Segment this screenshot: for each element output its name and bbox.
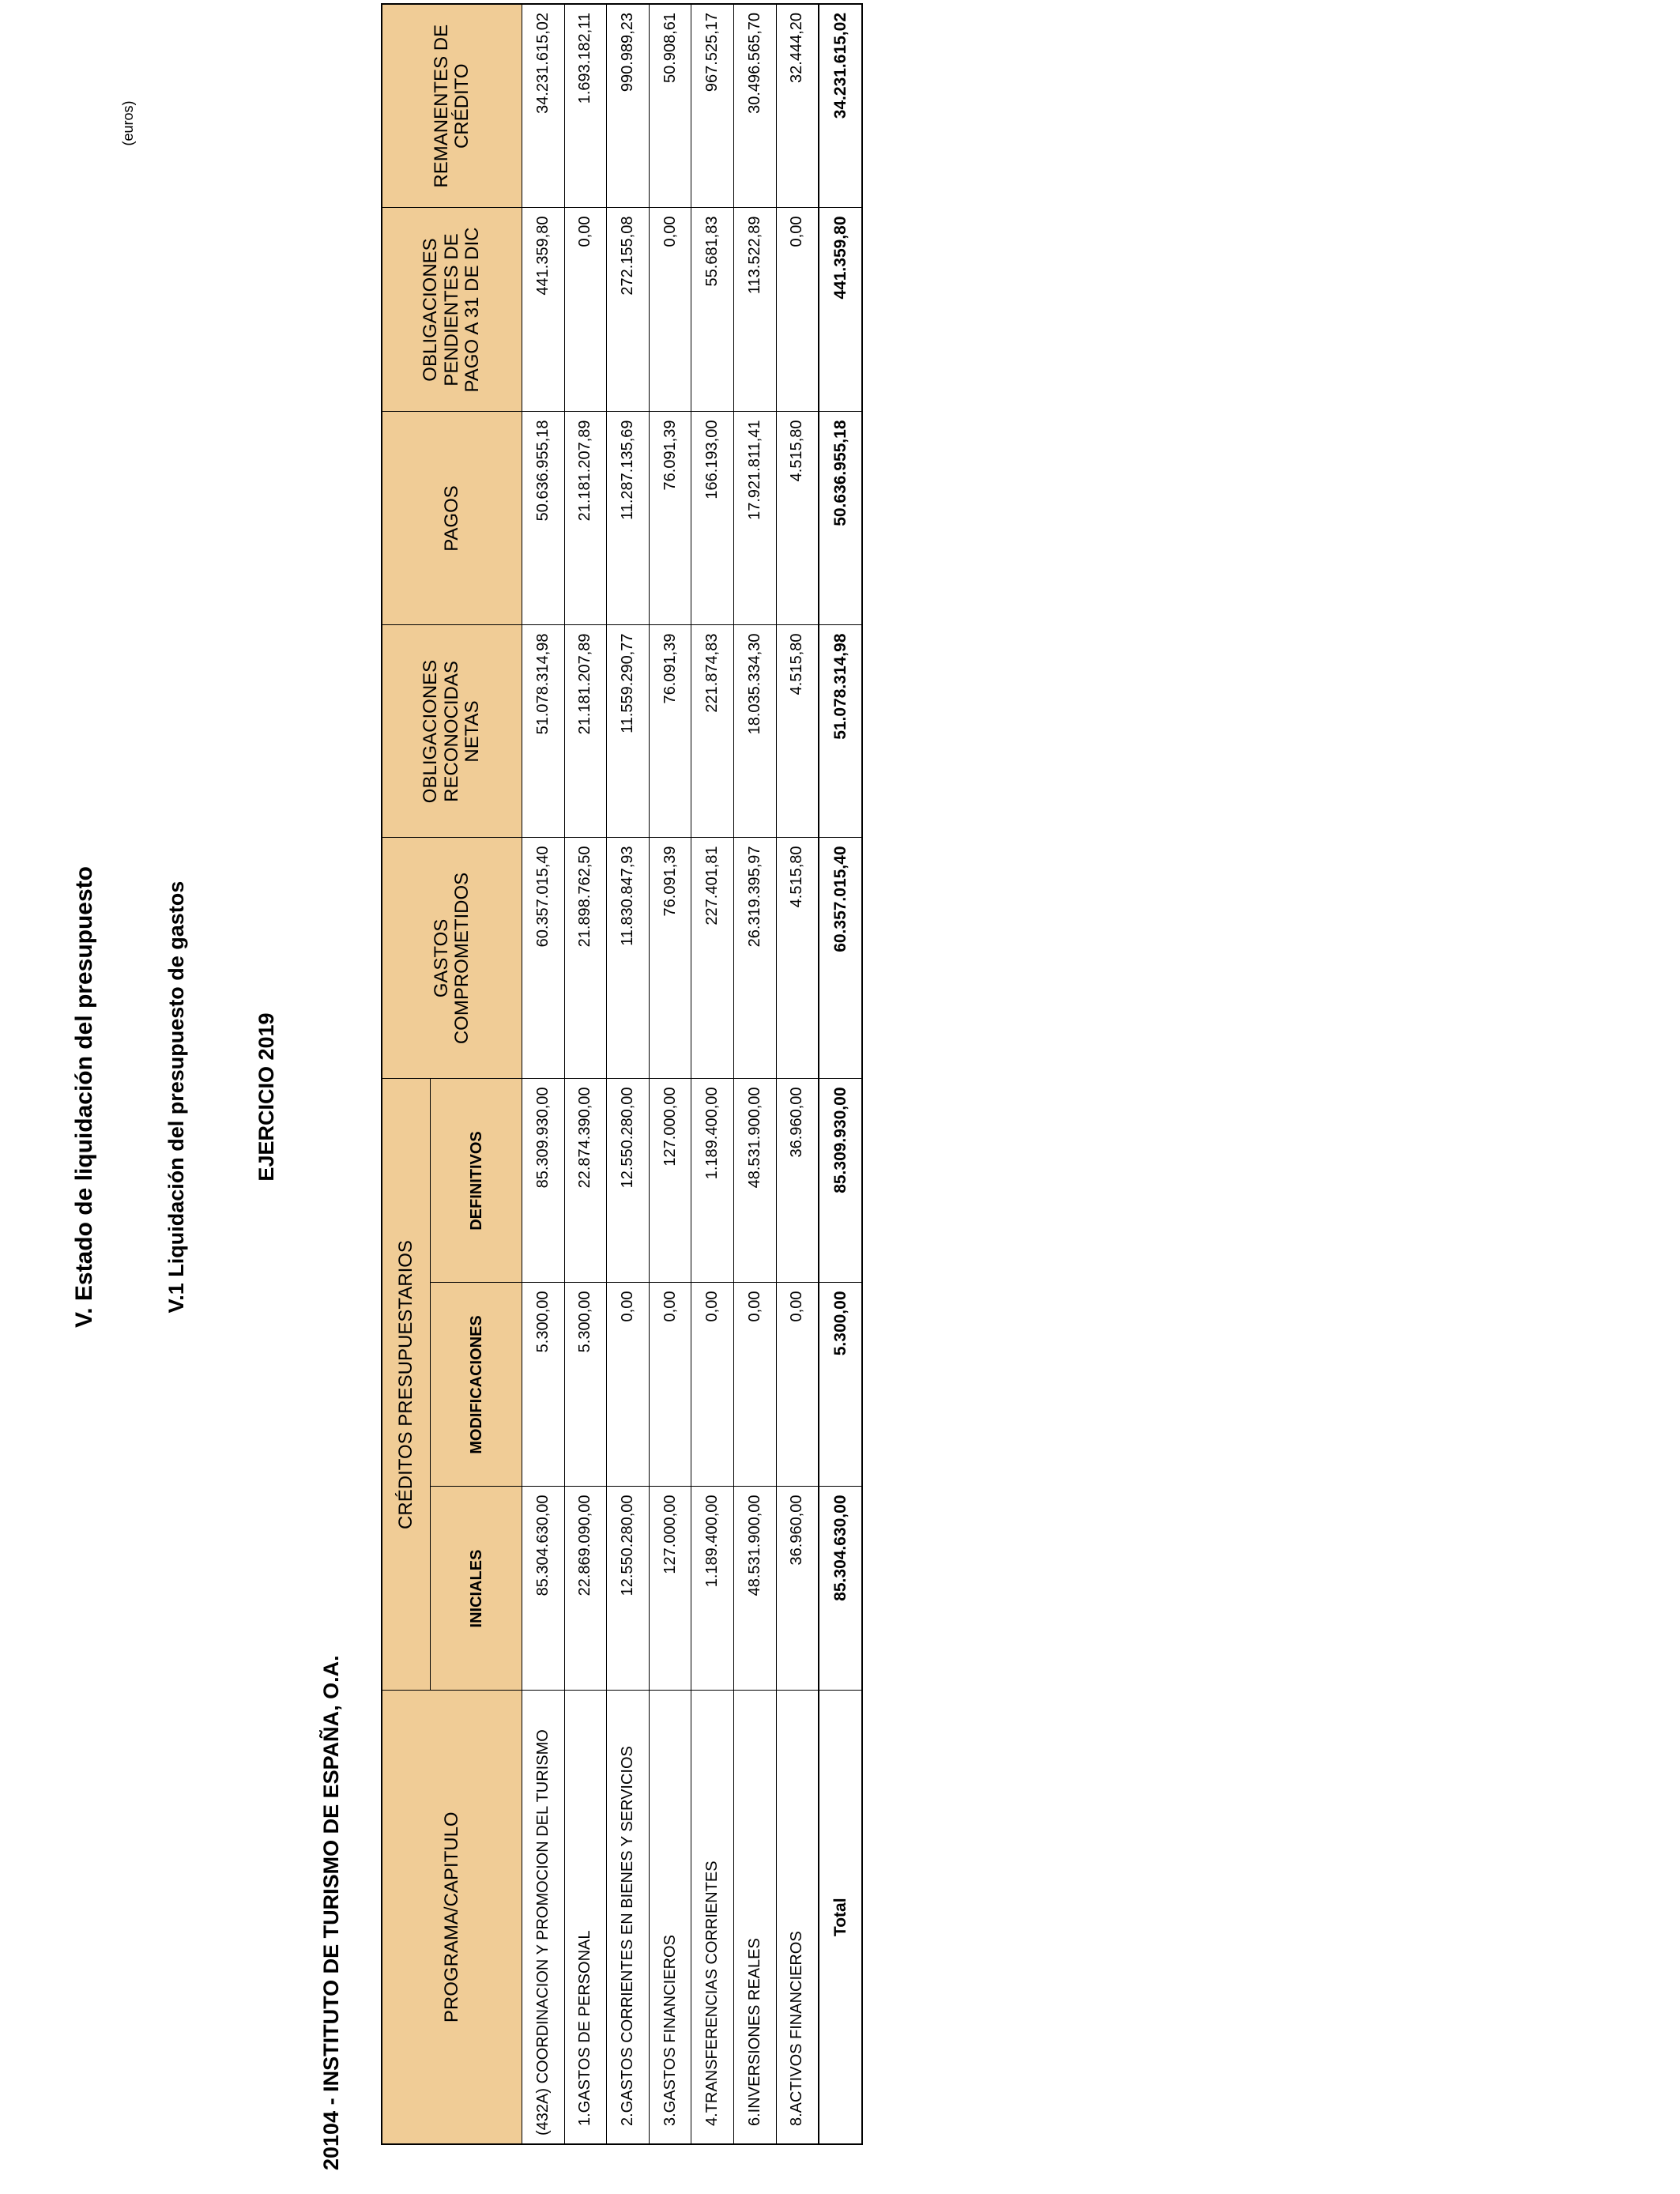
page-title: V. Estado de liquidación del presupuesto	[71, 866, 97, 1329]
cell-obligaciones: 4.515,80	[776, 625, 819, 838]
cell-pendientes: 113.522,89	[734, 208, 777, 412]
total-iniciales: 85.304.630,00	[819, 1487, 862, 1691]
total-definitivos: 85.309.930,00	[819, 1079, 862, 1283]
cell-modificaciones: 0,00	[734, 1283, 777, 1487]
table-row	[607, 4, 650, 2144]
cell-iniciales: 22.869.090,00	[564, 1487, 607, 1691]
total-remanentes: 34.231.615,02	[819, 4, 862, 208]
header-pagos: PAGOS	[382, 412, 522, 625]
cell-pendientes: 0,00	[776, 208, 819, 412]
row-label: 1.GASTOS DE PERSONAL	[564, 1691, 607, 2144]
cell-obligaciones: 11.559.290,77	[607, 625, 650, 838]
currency-unit: (euros)	[120, 100, 136, 146]
cell-remanentes: 32.444,20	[776, 4, 819, 208]
total-obligaciones: 51.078.314,98	[819, 625, 862, 838]
cell-obligaciones: 51.078.314,98	[522, 625, 565, 838]
cell-pendientes: 272.155,08	[607, 208, 650, 412]
cell-pagos: 11.287.135,69	[607, 412, 650, 625]
total-gastos: 60.357.015,40	[819, 838, 862, 1079]
cell-pagos: 4.515,80	[776, 412, 819, 625]
total-label: Total	[819, 1691, 862, 2144]
cell-definitivos: 85.309.930,00	[522, 1079, 565, 1283]
table-row	[564, 4, 607, 2144]
cell-gastos: 60.357.015,40	[522, 838, 565, 1079]
table-row	[734, 4, 777, 2144]
header-definitivos: DEFINITIVOS	[431, 1079, 522, 1283]
cell-modificaciones: 0,00	[691, 1283, 734, 1487]
cell-remanentes: 50.908,61	[649, 4, 691, 208]
cell-pendientes: 441.359,80	[522, 208, 565, 412]
cell-modificaciones: 0,00	[776, 1283, 819, 1487]
header-gastos: GASTOS COMPROMETIDOS	[382, 838, 522, 1079]
cell-iniciales: 48.531.900,00	[734, 1487, 777, 1691]
cell-modificaciones: 0,00	[649, 1283, 691, 1487]
cell-iniciales: 85.304.630,00	[522, 1487, 565, 1691]
header-modificaciones: MODIFICACIONES	[431, 1283, 522, 1487]
cell-modificaciones: 5.300,00	[564, 1283, 607, 1487]
row-label: 2.GASTOS CORRIENTES EN BIENES Y SERVICIOS	[607, 1691, 650, 2144]
total-pendientes: 441.359,80	[819, 208, 862, 412]
cell-pendientes: 0,00	[649, 208, 691, 412]
cell-pagos: 17.921.811,41	[734, 412, 777, 625]
table-row	[776, 4, 819, 2144]
cell-pendientes: 55.681,83	[691, 208, 734, 412]
cell-definitivos: 36.960,00	[776, 1079, 819, 1283]
total-row	[819, 4, 862, 2144]
organization-name: 20104 - INSTITUTO DE TURISMO DE ESPAÑA, O.A.	[319, 1655, 343, 2170]
cell-pagos: 166.193,00	[691, 412, 734, 625]
cell-definitivos: 22.874.390,00	[564, 1079, 607, 1283]
cell-iniciales: 127.000,00	[649, 1487, 691, 1691]
cell-iniciales: 1.189.400,00	[691, 1487, 734, 1691]
cell-pendientes: 0,00	[564, 208, 607, 412]
table-row	[691, 4, 734, 2144]
total-pagos: 50.636.955,18	[819, 412, 862, 625]
row-label: (432A) COORDINACION Y PROMOCION DEL TURISMO	[522, 1691, 565, 2144]
header-pendientes: OBLIGACIONES PENDIENTES DE PAGO A 31 DE DIC	[382, 208, 522, 412]
budget-table	[381, 3, 863, 2145]
cell-definitivos: 12.550.280,00	[607, 1079, 650, 1283]
cell-gastos: 227.401,81	[691, 838, 734, 1079]
cell-obligaciones: 18.035.334,30	[734, 625, 777, 838]
cell-obligaciones: 76.091,39	[649, 625, 691, 838]
cell-definitivos: 127.000,00	[649, 1079, 691, 1283]
cell-gastos: 11.830.847,93	[607, 838, 650, 1079]
cell-gastos: 21.898.762,50	[564, 838, 607, 1079]
cell-remanentes: 1.693.182,11	[564, 4, 607, 208]
row-label: 6.INVERSIONES REALES	[734, 1691, 777, 2144]
cell-modificaciones: 5.300,00	[522, 1283, 565, 1487]
cell-obligaciones: 21.181.207,89	[564, 625, 607, 838]
cell-gastos: 4.515,80	[776, 838, 819, 1079]
page-subtitle: V.1 Liquidación del presupuesto de gastos	[164, 880, 188, 1314]
cell-iniciales: 36.960,00	[776, 1487, 819, 1691]
cell-pagos: 21.181.207,89	[564, 412, 607, 625]
cell-iniciales: 12.550.280,00	[607, 1487, 650, 1691]
cell-modificaciones: 0,00	[607, 1283, 650, 1487]
table-row	[649, 4, 691, 2144]
header-iniciales: INICIALES	[431, 1487, 522, 1691]
cell-remanentes: 30.496.565,70	[734, 4, 777, 208]
row-label: 3.GASTOS FINANCIEROS	[649, 1691, 691, 2144]
table-row	[522, 4, 565, 2144]
cell-definitivos: 48.531.900,00	[734, 1079, 777, 1283]
header-remanentes: REMANENTES DE CRÉDITO	[382, 4, 522, 208]
cell-gastos: 26.319.395,97	[734, 838, 777, 1079]
cell-gastos: 76.091,39	[649, 838, 691, 1079]
header-programa: PROGRAMA/CAPITULO	[382, 1691, 522, 2144]
cell-definitivos: 1.189.400,00	[691, 1079, 734, 1283]
cell-remanentes: 34.231.615,02	[522, 4, 565, 208]
total-modificaciones: 5.300,00	[819, 1283, 862, 1487]
row-label: 4.TRANSFERENCIAS CORRIENTES	[691, 1691, 734, 2144]
header-creditos-group: CRÉDITOS PRESUPUESTARIOS	[382, 1079, 431, 1691]
cell-pagos: 50.636.955,18	[522, 412, 565, 625]
cell-obligaciones: 221.874,83	[691, 625, 734, 838]
exercise-year: EJERCICIO 2019	[254, 1012, 278, 1182]
row-label: 8.ACTIVOS FINANCIEROS	[776, 1691, 819, 2144]
header-obligaciones: OBLIGACIONES RECONOCIDAS NETAS	[382, 625, 522, 838]
cell-pagos: 76.091,39	[649, 412, 691, 625]
cell-remanentes: 990.989,23	[607, 4, 650, 208]
cell-remanentes: 967.525,17	[691, 4, 734, 208]
